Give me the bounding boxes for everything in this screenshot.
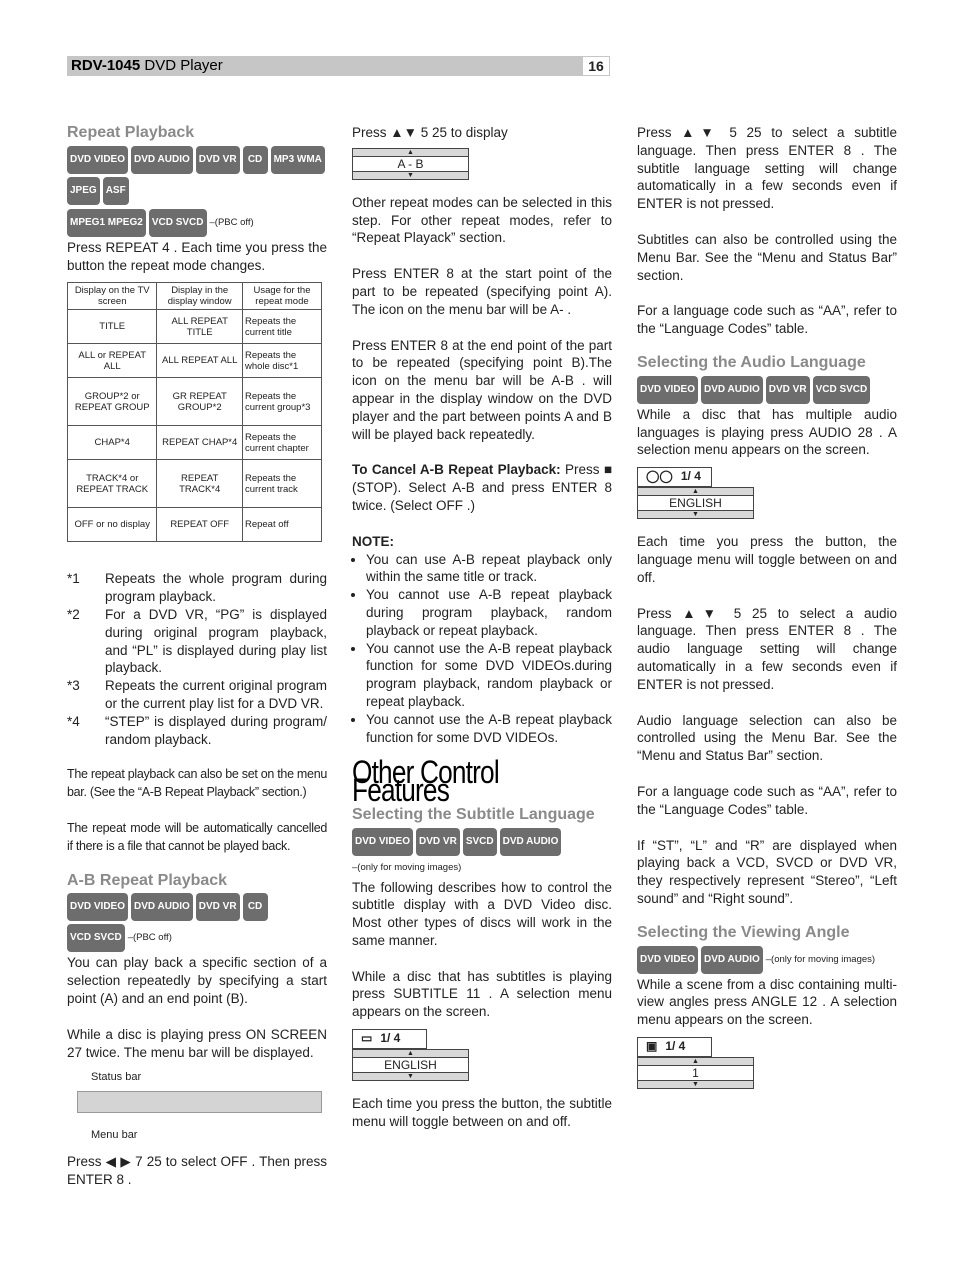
moving-images-note: –(only for moving images): [765, 953, 876, 965]
osd-ab-value: A - B: [353, 157, 468, 171]
status-strip: [77, 1091, 322, 1113]
audio-heading: Selecting the Audio Language: [637, 353, 866, 371]
column-3: [637, 124, 897, 1089]
camera-icon: ▣: [646, 1038, 658, 1053]
list-item: • You cannot use A-B repeat playback during program playback, random playback or repeat playback.: [366, 586, 612, 639]
angle-osd: [637, 1057, 754, 1089]
angle-p1: While a scene from a disc containing multi-view angles press ANGLE 12 . A selection menu appears on the screen.: [637, 976, 897, 1028]
table-cell: REPEAT TRACK*4: [157, 460, 243, 508]
badge-dvd-vr: DVD VR: [196, 893, 240, 921]
ab-badges: [67, 893, 327, 952]
table-cell: Repeats the current track: [242, 460, 321, 508]
badge-dvd-vr: DVD VR: [196, 146, 240, 174]
badge-dvd-audio: DVD AUDIO: [701, 376, 763, 404]
audio-p3: Press ▲▼ 5 25 to select a audio language. Then press ENTER 8 . The audio language setting will change automatically in a few seconds even if ENTER is not pressed.: [637, 605, 897, 692]
press-display-text: Press ▲▼ 5 25 to display: [352, 125, 508, 140]
badge-vcd: VCD SVCD: [813, 376, 871, 404]
c3-p2: Subtitles can also be controlled using the Menu Bar. See the “Menu and Status Bar” section.: [637, 231, 897, 283]
down-arrow-icon: ▼: [353, 171, 468, 179]
badge-dvd-audio: DVD AUDIO: [500, 828, 562, 856]
cancel-note: The repeat mode will be automatically cancelled if there is a file that cannot be played back.: [67, 820, 327, 853]
pbc-note: –(PBC off): [209, 216, 254, 228]
cancel-ab: To Cancel A-B Repeat Playback: Press ■ (STOP). Select A-B and press ENTER 8 twice. (Select OFF .): [352, 462, 612, 513]
badge-mpeg: MPEG1 MPEG2: [67, 209, 146, 237]
badge-cd: CD: [243, 893, 268, 921]
table-cell: ALL or REPEAT ALL: [68, 344, 157, 378]
repeat-table: [67, 282, 322, 542]
badge-dvd-audio: DVD AUDIO: [701, 946, 763, 974]
note-title: NOTE:: [352, 533, 394, 549]
section-title: Other Control Features: [352, 754, 499, 809]
moving-images-note: –(only for moving images): [352, 861, 462, 873]
audio-p5: For a language code such as “AA”, refer to the “Language Codes” table.: [637, 783, 897, 817]
notes-list: [352, 551, 612, 747]
table-header: Usage for the repeat mode: [242, 283, 321, 310]
table-cell: TITLE: [68, 310, 157, 344]
audio-icon: ◯◯: [646, 469, 673, 484]
badge-asf: ASF: [103, 177, 129, 205]
audio-badges: [637, 376, 897, 404]
angle-heading: Selecting the Viewing Angle: [637, 923, 850, 941]
sub-p1: The following describes how to control the subtitle display with a DVD Video disc. Most other types of discs will work in the same manner.: [352, 879, 612, 948]
down-arrow-icon: ▼: [638, 510, 753, 518]
badge-dvd-video: DVD VIDEO: [67, 146, 128, 174]
table-cell: GR REPEAT GROUP*2: [157, 378, 243, 426]
repeat-heading: Repeat Playback: [67, 124, 195, 141]
ab-on-screen: While a disc is playing press ON SCREEN 27 twice. The menu bar will be displayed.: [67, 1026, 327, 1060]
list-item: • You cannot use the A-B repeat playback function for some DVD VIDEOs.during program playback, random playback or repeat playback.: [366, 640, 612, 711]
table-cell: REPEAT OFF: [157, 508, 243, 542]
badge-vcd: VCD SVCD: [149, 209, 207, 237]
pbc-note: –(PBC off): [127, 932, 172, 944]
table-header: Display on the TV screen: [68, 283, 157, 310]
page-number: 16: [582, 56, 610, 76]
up-arrow-icon: ▲: [638, 488, 753, 496]
angle-osd-header: ▣ 1/ 4: [637, 1037, 712, 1057]
footnote: *1 Repeats the whole program during program playback.: [67, 571, 327, 605]
badge-dvd-vr: DVD VR: [766, 376, 810, 404]
table-cell: Repeats the current group*3: [242, 378, 321, 426]
audio-p2: Each time you press the button, the language menu will toggle between on and off.: [637, 534, 897, 585]
c2-p3: Press ENTER 8 at the end point of the part to be repeated (specifying point B).The icon on the menu bar will be A-B . will appear in the display window on the DVD player and the part between points A and B will be played back repeatedly.: [352, 337, 612, 442]
badge-dvd-video: DVD VIDEO: [637, 946, 698, 974]
table-cell: ALL REPEAT TITLE: [157, 310, 243, 344]
table-cell: TRACK*4 or REPEAT TRACK: [68, 460, 157, 508]
subtitle-osd-header: ▭ 1/ 4: [352, 1029, 427, 1049]
audio-osd-header: ◯◯ 1/ 4: [637, 467, 712, 487]
sub-p3: Each time you press the button, the subtitle menu will toggle between on and off.: [352, 1096, 612, 1129]
status-bar-label: Status bar: [91, 1071, 142, 1084]
list-item: • You can use A-B repeat playback only within the same title or track.: [366, 551, 612, 587]
footnote: *4 “STEP” is displayed during program/ random playback.: [67, 713, 327, 747]
page-header: [67, 56, 610, 76]
table-cell: ALL REPEAT ALL: [157, 344, 243, 378]
audio-p4: Audio language selection can also be controlled using the Menu Bar. See the “Menu and Status Bar” section.: [637, 712, 897, 764]
subtitle-badges: [352, 828, 612, 877]
press-repeat-text: Press REPEAT 4 . Each time you press the button the repeat mode changes.: [67, 239, 327, 273]
footnote: *3 Repeats the current original program or the current play list for a DVD VR.: [67, 678, 327, 711]
osd-language: ENGLISH: [638, 496, 753, 510]
badge-mp3: MP3 WMA: [271, 146, 325, 174]
list-item: • You cannot use the A-B repeat playback function for some DVD VIDEOs.: [366, 711, 612, 747]
repeat-badges: [67, 146, 327, 205]
badge-dvd-video: DVD VIDEO: [67, 893, 128, 921]
repeat-badges-2: [67, 209, 327, 237]
subtitle-heading: Selecting the Subtitle Language: [352, 805, 595, 823]
badge-dvd-video: DVD VIDEO: [352, 828, 413, 856]
menu-bar-diagram: [67, 1061, 327, 1141]
c3-p3: For a language code such as “AA”, refer to the “Language Codes” table.: [637, 303, 897, 337]
table-cell: GROUP*2 or REPEAT GROUP: [68, 378, 157, 426]
down-arrow-icon: ▼: [638, 1080, 753, 1088]
ab-intro: You can play back a specific section of a selection repeatedly by specifying a start point (A) and an end point (B).: [67, 955, 327, 1006]
osd-language: ENGLISH: [353, 1058, 468, 1072]
subtitle-icon: ▭: [361, 1031, 373, 1046]
audio-osd: [637, 487, 754, 519]
table-cell: Repeats the whole disc*1: [242, 344, 321, 378]
badge-dvd-vr: DVD VR: [416, 828, 460, 856]
menu-bar-label: Menu bar: [91, 1129, 138, 1142]
up-arrow-icon: ▲: [638, 1058, 753, 1066]
badge-svcd: SVCD: [463, 828, 497, 856]
up-arrow-icon: ▲: [353, 149, 468, 157]
table-cell: OFF or no display: [68, 508, 157, 542]
badge-jpeg: JPEG: [67, 177, 100, 205]
badge-dvd-audio: DVD AUDIO: [131, 146, 193, 174]
column-1: [67, 124, 327, 1189]
menu-bar-note: The repeat playback can also be set on the menu bar. (See the “A-B Repeat Playback” section.): [67, 767, 327, 800]
audio-p1: While a disc that has multiple audio languages is playing press AUDIO 28 . A selection menu appears on the screen.: [637, 406, 897, 458]
subtitle-osd: [352, 1049, 469, 1081]
table-cell: Repeats the current chapter: [242, 426, 321, 460]
badge-dvd-audio: DVD AUDIO: [131, 893, 193, 921]
press-select-text: Press ◀ ▶ 7 25 to select OFF . Then press ENTER 8 .: [67, 1154, 327, 1188]
table-cell: CHAP*4: [68, 426, 157, 460]
column-2: [352, 124, 612, 1131]
audio-p6: If “ST”, “L” and “R” are displayed when playing back a VCD, SVCD or DVD VR, they respectively represent “Stereo”, “Left sound” and “Right sound”.: [637, 837, 897, 906]
footnote: *2 For a DVD VR, “PG” is displayed during original program playback, and “PL” is displayed during play list playback.: [67, 606, 327, 676]
c2-p2: Press ENTER 8 at the start point of the part to be repeated (specifying point A). The icon on the menu bar will be A- .: [352, 266, 612, 317]
table-header: Display in the display window: [157, 283, 243, 310]
table-cell: Repeat off: [242, 508, 321, 542]
down-arrow-icon: ▼: [353, 1072, 468, 1080]
ab-heading: A-B Repeat Playback: [67, 871, 228, 889]
osd-angle: 1: [638, 1066, 753, 1080]
c3-p1: Press ▲▼ 5 25 to select a subtitle language. Then press ENTER 8 . The subtitle language setting will change automatically in a few seconds even if ENTER is not pressed.: [637, 125, 897, 212]
c2-p1: Other repeat modes can be selected in this step. For other repeat modes, refer to “Repeat Playack” section.: [352, 194, 612, 246]
badge-dvd-video: DVD VIDEO: [637, 376, 698, 404]
model-title: RDV-1045 DVD Player: [71, 57, 223, 74]
up-arrow-icon: ▲: [353, 1050, 468, 1058]
table-cell: REPEAT CHAP*4: [157, 426, 243, 460]
badge-cd: CD: [243, 146, 268, 174]
sub-p2: While a disc that has subtitles is playing press SUBTITLE 11 . A selection menu appears on the screen.: [352, 968, 612, 1020]
angle-badges: [637, 946, 897, 974]
table-cell: Repeats the current title: [242, 310, 321, 344]
badge-vcd: VCD SVCD: [67, 924, 125, 952]
ab-osd: [352, 148, 469, 180]
